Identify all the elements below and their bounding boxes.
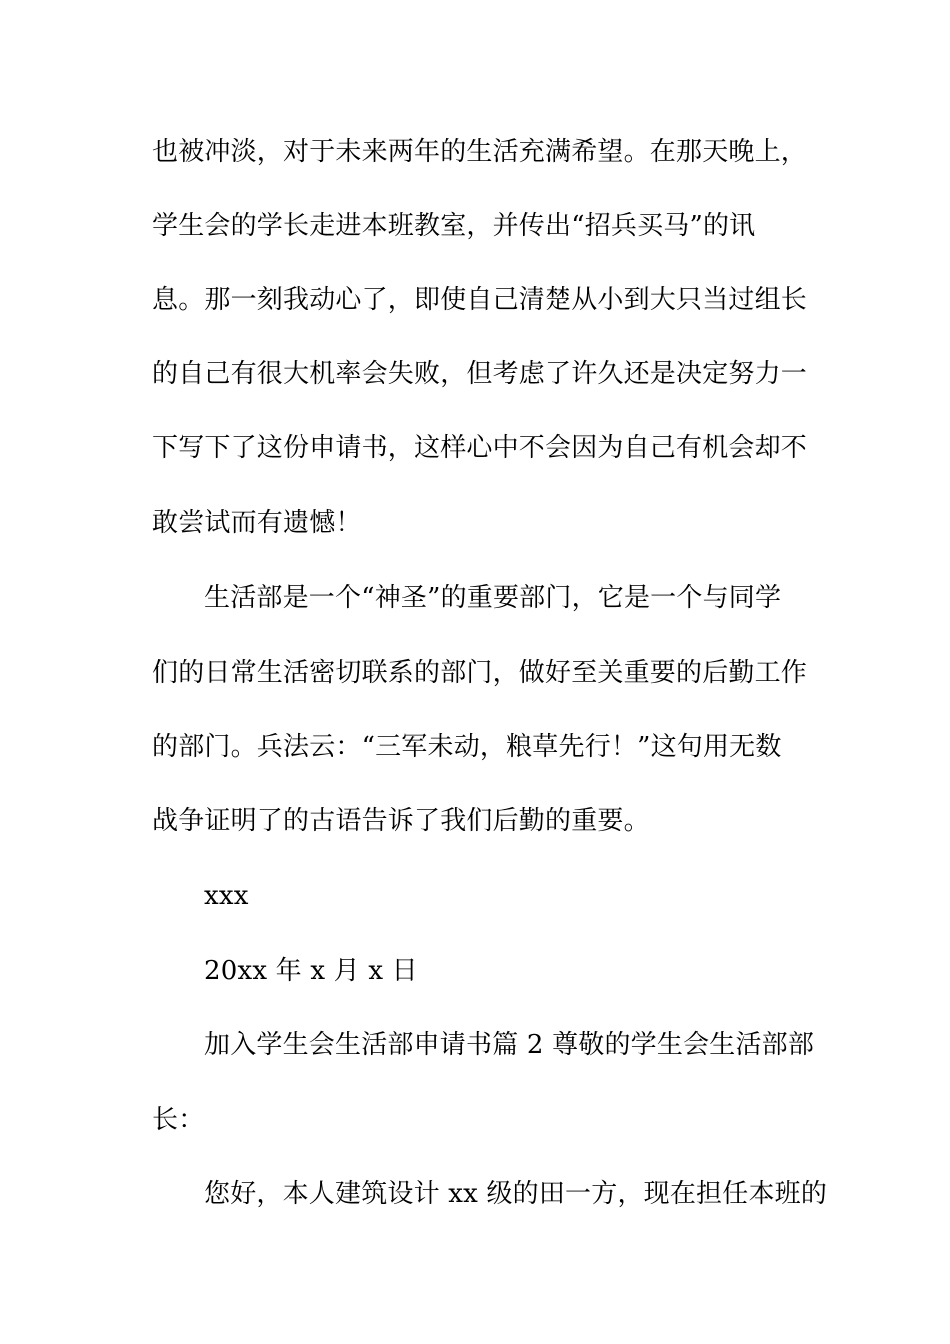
text-line: 下写下了这份申请书，这样心中不会因为自己有机会却不: [152, 433, 808, 463]
text-line: 战争证明了的古语告诉了我们后勤的重要。: [152, 806, 650, 836]
signature-name: xxx: [204, 881, 249, 911]
text-line: 生活部是一个“神圣”的重要部门，它是一个与同学: [204, 583, 782, 613]
text-line: 也被冲淡，对于未来两年的生活充满希望。在那天晚上，: [152, 137, 808, 167]
text-line: 的自己有很大机率会失败，但考虑了许久还是决定努力一: [152, 359, 808, 389]
text-line: 敢尝试而有遗憾！: [152, 508, 362, 538]
text-line: 长：: [152, 1105, 205, 1135]
signature-date: 20xx 年 x 月 x 日: [204, 956, 418, 986]
text-line: 的部门。兵法云：“三军未动，粮草先行！”这句用无数: [152, 732, 782, 762]
text-line: 加入学生会生活部申请书篇 2 尊敬的学生会生活部部: [204, 1030, 815, 1060]
text-line: 您好，本人建筑设计 xx 级的田一方，现在担任本班的: [204, 1179, 828, 1209]
text-line: 息。那一刻我动心了，即使自己清楚从小到大只当过组长: [152, 285, 808, 315]
text-line: 学生会的学长走进本班教室，并传出“招兵买马”的讯: [152, 211, 756, 241]
text-line: 们的日常生活密切联系的部门，做好至关重要的后勤工作: [152, 658, 808, 688]
